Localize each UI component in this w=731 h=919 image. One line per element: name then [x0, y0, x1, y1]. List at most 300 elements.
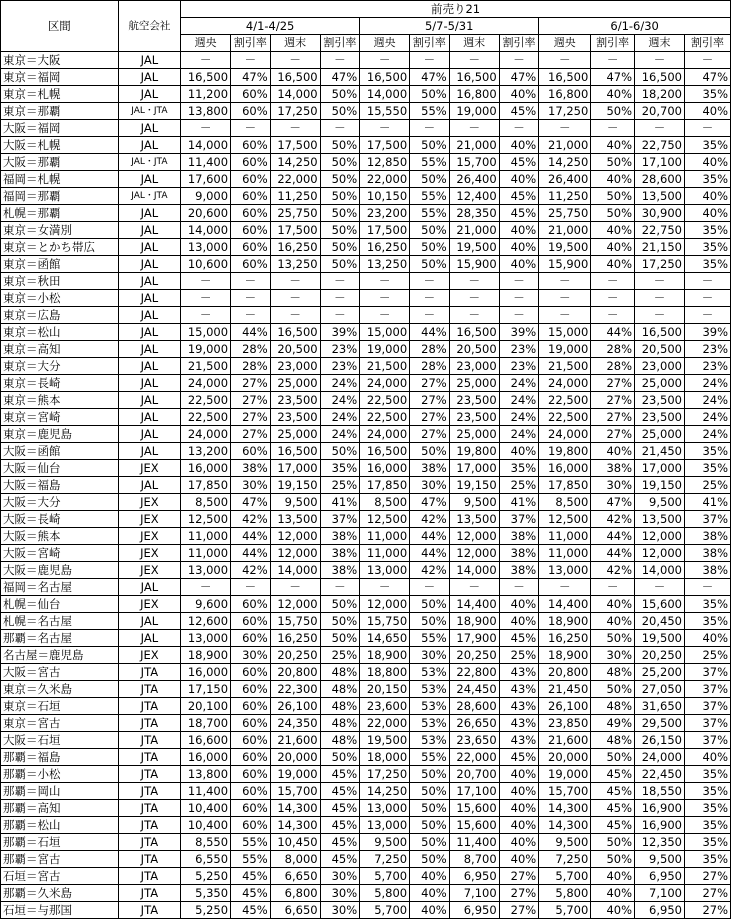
- discount-cell: 27%: [684, 885, 730, 902]
- fare-cell: 6,550: [181, 851, 231, 868]
- fare-cell: 22,500: [360, 392, 410, 409]
- route-cell: 東京＝那覇: [1, 103, 119, 120]
- fare-cell: 15,700: [539, 783, 591, 800]
- route-cell: 東京＝宮崎: [1, 409, 119, 426]
- fare-cell: 18,200: [635, 86, 685, 103]
- discount-cell: 48%: [320, 681, 360, 698]
- discount-cell: 55%: [410, 103, 450, 120]
- discount-cell: 40%: [499, 443, 539, 460]
- fare-cell: 23,000: [635, 358, 685, 375]
- fare-cell: 26,100: [270, 698, 320, 715]
- fare-cell: 13,250: [270, 256, 320, 273]
- route-column-header: 区間: [1, 1, 119, 52]
- table-row: [1, 188, 731, 205]
- fare-cell: 12,000: [635, 545, 685, 562]
- fare-cell: 11,400: [181, 154, 231, 171]
- fare-cell: 6,950: [449, 902, 499, 919]
- table-row: [1, 477, 731, 494]
- discount-cell: 35%: [684, 851, 730, 868]
- discount-cell: 44%: [591, 324, 635, 341]
- discount-cell: 50%: [320, 86, 360, 103]
- fare-cell: －: [635, 290, 685, 307]
- discount-cell: 55%: [231, 834, 271, 851]
- fare-cell: －: [360, 290, 410, 307]
- discount-cell: 30%: [410, 477, 450, 494]
- discount-cell: －: [320, 579, 360, 596]
- fare-cell: 16,500: [270, 324, 320, 341]
- fare-cell: 16,900: [635, 817, 685, 834]
- discount-cell: 40%: [591, 222, 635, 239]
- discount-cell: 24%: [499, 426, 539, 443]
- fare-cell: －: [635, 579, 685, 596]
- discount-cell: 30%: [591, 647, 635, 664]
- fare-cell: 21,000: [539, 222, 591, 239]
- table-row: [1, 851, 731, 868]
- discount-cell: 60%: [231, 239, 271, 256]
- discount-cell: 50%: [320, 103, 360, 120]
- fare-cell: 18,900: [539, 613, 591, 630]
- fare-cell: 12,400: [449, 188, 499, 205]
- table-row: [1, 715, 731, 732]
- fare-cell: 12,600: [181, 613, 231, 630]
- fare-cell: 11,400: [181, 783, 231, 800]
- fare-cell: 17,850: [181, 477, 231, 494]
- discount-cell: 45%: [320, 817, 360, 834]
- fare-cell: 20,800: [270, 664, 320, 681]
- fare-cell: 8,700: [449, 851, 499, 868]
- fare-cell: 16,500: [360, 69, 410, 86]
- fare-cell: 22,750: [635, 222, 685, 239]
- fare-cell: 11,000: [181, 528, 231, 545]
- carrier-cell: JTA: [118, 834, 180, 851]
- fare-subheader: 週央: [181, 35, 231, 52]
- discount-cell: 47%: [231, 494, 271, 511]
- fare-cell: 17,250: [360, 766, 410, 783]
- discount-cell: 50%: [320, 443, 360, 460]
- fare-cell: 10,600: [181, 256, 231, 273]
- carrier-cell: JTA: [118, 732, 180, 749]
- fare-cell: 20,600: [181, 205, 231, 222]
- discount-cell: 60%: [231, 800, 271, 817]
- fare-cell: 22,500: [360, 409, 410, 426]
- fare-cell: 15,000: [539, 324, 591, 341]
- fare-subheader: 週央: [360, 35, 410, 52]
- route-cell: 那覇＝石垣: [1, 834, 119, 851]
- fare-cell: 16,600: [181, 732, 231, 749]
- discount-cell: 35%: [499, 460, 539, 477]
- discount-cell: 27%: [231, 409, 271, 426]
- fare-cell: 30,900: [635, 205, 685, 222]
- route-cell: 大阪＝札幌: [1, 137, 119, 154]
- discount-cell: －: [591, 579, 635, 596]
- discount-cell: 48%: [320, 715, 360, 732]
- fare-cell: 25,000: [449, 426, 499, 443]
- fare-cell: 9,500: [270, 494, 320, 511]
- table-row: [1, 698, 731, 715]
- fare-table-body: [1, 52, 731, 919]
- fare-cell: 14,300: [539, 817, 591, 834]
- discount-cell: 27%: [591, 392, 635, 409]
- discount-cell: 55%: [410, 205, 450, 222]
- discount-cell: 40%: [499, 239, 539, 256]
- discount-cell: 25%: [684, 477, 730, 494]
- discount-cell: 24%: [499, 375, 539, 392]
- fare-cell: 19,000: [270, 766, 320, 783]
- fare-cell: －: [181, 307, 231, 324]
- route-cell: 東京＝福岡: [1, 69, 119, 86]
- discount-cell: －: [410, 52, 450, 69]
- fare-cell: 17,500: [360, 137, 410, 154]
- fare-cell: 18,900: [449, 613, 499, 630]
- discount-cell: 38%: [320, 528, 360, 545]
- discount-cell: 27%: [684, 868, 730, 885]
- discount-cell: 35%: [684, 86, 730, 103]
- discount-cell: 53%: [410, 698, 450, 715]
- table-row: [1, 154, 731, 171]
- discount-cell: 40%: [499, 783, 539, 800]
- discount-cell: 35%: [684, 800, 730, 817]
- discount-cell: 42%: [410, 511, 450, 528]
- fare-cell: 8,550: [181, 834, 231, 851]
- fare-cell: 17,250: [635, 256, 685, 273]
- discount-cell: 37%: [684, 681, 730, 698]
- discount-cell: 30%: [320, 868, 360, 885]
- discount-cell: 35%: [320, 460, 360, 477]
- carrier-cell: JAL: [118, 222, 180, 239]
- carrier-cell: JAL: [118, 69, 180, 86]
- carrier-cell: JAL: [118, 630, 180, 647]
- fare-cell: 14,250: [360, 783, 410, 800]
- discount-cell: 27%: [499, 902, 539, 919]
- discount-cell: 44%: [231, 324, 271, 341]
- discount-cell: 44%: [591, 545, 635, 562]
- fare-cell: －: [635, 273, 685, 290]
- discount-cell: 40%: [591, 596, 635, 613]
- discount-cell: －: [591, 307, 635, 324]
- discount-cell: 43%: [499, 681, 539, 698]
- fare-cell: 16,250: [270, 630, 320, 647]
- table-row: [1, 647, 731, 664]
- carrier-cell: JAL: [118, 52, 180, 69]
- carrier-cell: JAL: [118, 120, 180, 137]
- fare-cell: 21,000: [449, 137, 499, 154]
- fare-cell: －: [181, 290, 231, 307]
- fare-cell: 18,800: [360, 664, 410, 681]
- discount-cell: 47%: [231, 69, 271, 86]
- fare-cell: 22,500: [181, 392, 231, 409]
- fare-cell: －: [635, 307, 685, 324]
- discount-cell: 23%: [499, 341, 539, 358]
- discount-cell: 53%: [410, 681, 450, 698]
- fare-cell: 23,500: [270, 409, 320, 426]
- carrier-cell: JEX: [118, 647, 180, 664]
- table-row: [1, 392, 731, 409]
- route-cell: 那覇＝名古屋: [1, 630, 119, 647]
- fare-cell: －: [539, 120, 591, 137]
- fare-cell: 16,500: [635, 324, 685, 341]
- fare-cell: 16,900: [635, 800, 685, 817]
- fare-cell: 20,500: [635, 341, 685, 358]
- fare-cell: －: [270, 307, 320, 324]
- discount-cell: 38%: [320, 562, 360, 579]
- fare-cell: 20,700: [635, 103, 685, 120]
- fare-cell: 11,000: [539, 528, 591, 545]
- fare-cell: 18,900: [360, 647, 410, 664]
- carrier-cell: JAL: [118, 273, 180, 290]
- table-row: [1, 409, 731, 426]
- fare-cell: 23,850: [539, 715, 591, 732]
- fare-cell: 5,250: [181, 902, 231, 919]
- discount-cell: 45%: [591, 766, 635, 783]
- fare-cell: 20,250: [270, 647, 320, 664]
- discount-cell: 50%: [320, 137, 360, 154]
- discount-subheader: 割引率: [684, 35, 730, 52]
- fare-cell: 5,700: [539, 868, 591, 885]
- fare-cell: 16,000: [181, 749, 231, 766]
- discount-cell: 40%: [591, 902, 635, 919]
- discount-cell: －: [320, 52, 360, 69]
- carrier-cell: JTA: [118, 851, 180, 868]
- discount-cell: 47%: [410, 69, 450, 86]
- table-row: [1, 375, 731, 392]
- discount-cell: 50%: [410, 222, 450, 239]
- discount-cell: －: [231, 579, 271, 596]
- discount-cell: 47%: [591, 69, 635, 86]
- fare-cell: －: [539, 307, 591, 324]
- discount-cell: 40%: [499, 613, 539, 630]
- fare-cell: 23,200: [360, 205, 410, 222]
- discount-cell: 50%: [410, 817, 450, 834]
- fare-cell: 18,700: [181, 715, 231, 732]
- discount-cell: 37%: [320, 511, 360, 528]
- fare-cell: 19,150: [449, 477, 499, 494]
- fare-cell: 23,000: [449, 358, 499, 375]
- discount-cell: 47%: [320, 69, 360, 86]
- table-row: [1, 664, 731, 681]
- discount-cell: 24%: [499, 409, 539, 426]
- discount-cell: 40%: [591, 171, 635, 188]
- discount-cell: 40%: [410, 902, 450, 919]
- fare-cell: 19,000: [360, 341, 410, 358]
- fare-cell: －: [449, 120, 499, 137]
- discount-cell: 27%: [591, 409, 635, 426]
- carrier-cell: JAL: [118, 358, 180, 375]
- discount-cell: 45%: [320, 800, 360, 817]
- fare-cell: 28,350: [449, 205, 499, 222]
- discount-cell: 50%: [410, 851, 450, 868]
- fare-subheader: 週末: [449, 35, 499, 52]
- carrier-cell: JEX: [118, 511, 180, 528]
- fare-cell: 14,000: [360, 86, 410, 103]
- discount-cell: －: [410, 273, 450, 290]
- table-row: [1, 562, 731, 579]
- discount-cell: 60%: [231, 154, 271, 171]
- fare-cell: 12,000: [270, 596, 320, 613]
- table-row: [1, 426, 731, 443]
- discount-cell: 44%: [591, 528, 635, 545]
- table-row: [1, 256, 731, 273]
- discount-cell: 45%: [320, 851, 360, 868]
- carrier-cell: JTA: [118, 681, 180, 698]
- discount-cell: 24%: [684, 375, 730, 392]
- fare-cell: 23,000: [270, 358, 320, 375]
- fare-cell: 17,850: [360, 477, 410, 494]
- discount-cell: 60%: [231, 137, 271, 154]
- discount-cell: 40%: [410, 868, 450, 885]
- discount-cell: －: [410, 579, 450, 596]
- discount-cell: 45%: [231, 885, 271, 902]
- fare-cell: 15,900: [449, 256, 499, 273]
- discount-cell: 25%: [320, 477, 360, 494]
- fare-cell: 6,950: [635, 868, 685, 885]
- discount-cell: 27%: [410, 426, 450, 443]
- route-cell: 東京＝小松: [1, 290, 119, 307]
- fare-cell: 19,800: [539, 443, 591, 460]
- fare-cell: 13,000: [360, 562, 410, 579]
- table-row: [1, 732, 731, 749]
- fare-cell: 26,400: [449, 171, 499, 188]
- fare-cell: 11,400: [449, 834, 499, 851]
- discount-cell: 28%: [231, 341, 271, 358]
- fare-cell: －: [539, 273, 591, 290]
- fare-cell: 11,250: [539, 188, 591, 205]
- discount-cell: －: [320, 120, 360, 137]
- fare-cell: 15,700: [449, 154, 499, 171]
- fare-cell: －: [360, 52, 410, 69]
- table-row: [1, 817, 731, 834]
- route-cell: 那覇＝高知: [1, 800, 119, 817]
- discount-cell: 48%: [320, 698, 360, 715]
- discount-cell: 40%: [499, 834, 539, 851]
- fare-cell: 11,000: [360, 528, 410, 545]
- discount-cell: －: [499, 273, 539, 290]
- fare-cell: 5,250: [181, 868, 231, 885]
- discount-cell: 40%: [684, 188, 730, 205]
- discount-cell: 23%: [320, 341, 360, 358]
- route-cell: 東京＝久米島: [1, 681, 119, 698]
- fare-cell: －: [181, 52, 231, 69]
- carrier-cell: JEX: [118, 528, 180, 545]
- discount-cell: 44%: [410, 545, 450, 562]
- fare-cell: 22,500: [539, 392, 591, 409]
- fare-cell: 11,000: [181, 545, 231, 562]
- fare-cell: 22,300: [270, 681, 320, 698]
- fare-cell: 13,500: [270, 511, 320, 528]
- fare-cell: 22,000: [270, 171, 320, 188]
- discount-subheader: 割引率: [499, 35, 539, 52]
- discount-cell: 50%: [410, 86, 450, 103]
- discount-cell: 50%: [591, 205, 635, 222]
- fare-cell: 14,000: [635, 562, 685, 579]
- discount-cell: 60%: [231, 613, 271, 630]
- fare-cell: 13,000: [181, 239, 231, 256]
- route-cell: 東京＝熊本: [1, 392, 119, 409]
- discount-cell: 43%: [499, 664, 539, 681]
- route-cell: 東京＝宮古: [1, 715, 119, 732]
- discount-cell: 48%: [591, 698, 635, 715]
- table-row: [1, 783, 731, 800]
- discount-cell: 35%: [684, 596, 730, 613]
- carrier-cell: JTA: [118, 817, 180, 834]
- fare-cell: 17,250: [539, 103, 591, 120]
- fare-cell: －: [635, 52, 685, 69]
- discount-cell: 40%: [684, 630, 730, 647]
- discount-cell: 24%: [320, 375, 360, 392]
- carrier-cell: JAL: [118, 137, 180, 154]
- discount-cell: 45%: [320, 783, 360, 800]
- carrier-cell: JAL: [118, 426, 180, 443]
- fare-cell: 16,500: [635, 69, 685, 86]
- fare-cell: 22,000: [360, 171, 410, 188]
- carrier-cell: JTA: [118, 800, 180, 817]
- discount-cell: 25%: [320, 647, 360, 664]
- discount-cell: －: [591, 52, 635, 69]
- fare-cell: －: [449, 290, 499, 307]
- fare-cell: 17,000: [635, 460, 685, 477]
- table-row: [1, 630, 731, 647]
- route-cell: 東京＝札幌: [1, 86, 119, 103]
- discount-cell: 50%: [320, 749, 360, 766]
- fare-cell: 20,250: [449, 647, 499, 664]
- fare-cell: 20,000: [270, 749, 320, 766]
- fare-cell: 13,800: [181, 766, 231, 783]
- route-cell: 東京＝函館: [1, 256, 119, 273]
- discount-cell: 35%: [684, 137, 730, 154]
- discount-cell: 50%: [320, 256, 360, 273]
- discount-cell: 27%: [231, 375, 271, 392]
- fare-cell: 12,000: [360, 596, 410, 613]
- fare-cell: 14,400: [539, 596, 591, 613]
- carrier-cell: JAL: [118, 409, 180, 426]
- discount-cell: 40%: [684, 154, 730, 171]
- route-cell: 大阪＝函館: [1, 443, 119, 460]
- fare-cell: 19,800: [449, 443, 499, 460]
- fare-cell: 23,500: [635, 409, 685, 426]
- discount-cell: 50%: [591, 103, 635, 120]
- table-row: [1, 766, 731, 783]
- discount-cell: 45%: [499, 188, 539, 205]
- fare-cell: 21,600: [270, 732, 320, 749]
- fare-cell: 10,400: [181, 800, 231, 817]
- discount-cell: 45%: [231, 902, 271, 919]
- discount-cell: 38%: [591, 460, 635, 477]
- route-cell: 大阪＝那覇: [1, 154, 119, 171]
- discount-cell: －: [320, 290, 360, 307]
- fare-cell: 26,100: [539, 698, 591, 715]
- fare-cell: 20,800: [539, 664, 591, 681]
- table-row: [1, 443, 731, 460]
- fare-cell: 12,000: [270, 528, 320, 545]
- carrier-cell: JEX: [118, 596, 180, 613]
- discount-cell: 60%: [231, 256, 271, 273]
- discount-cell: －: [499, 52, 539, 69]
- fare-cell: 18,000: [360, 749, 410, 766]
- table-row: [1, 511, 731, 528]
- carrier-cell: JAL・JTA: [118, 154, 180, 171]
- discount-cell: 35%: [684, 171, 730, 188]
- carrier-cell: JAL・JTA: [118, 188, 180, 205]
- fare-cell: 22,450: [635, 766, 685, 783]
- fare-cell: 25,000: [270, 426, 320, 443]
- discount-cell: 45%: [591, 783, 635, 800]
- fare-cell: 17,150: [181, 681, 231, 698]
- fare-cell: －: [181, 579, 231, 596]
- fare-cell: 9,500: [449, 494, 499, 511]
- discount-cell: 35%: [684, 766, 730, 783]
- discount-cell: －: [591, 273, 635, 290]
- fare-cell: 7,100: [449, 885, 499, 902]
- discount-cell: 45%: [499, 154, 539, 171]
